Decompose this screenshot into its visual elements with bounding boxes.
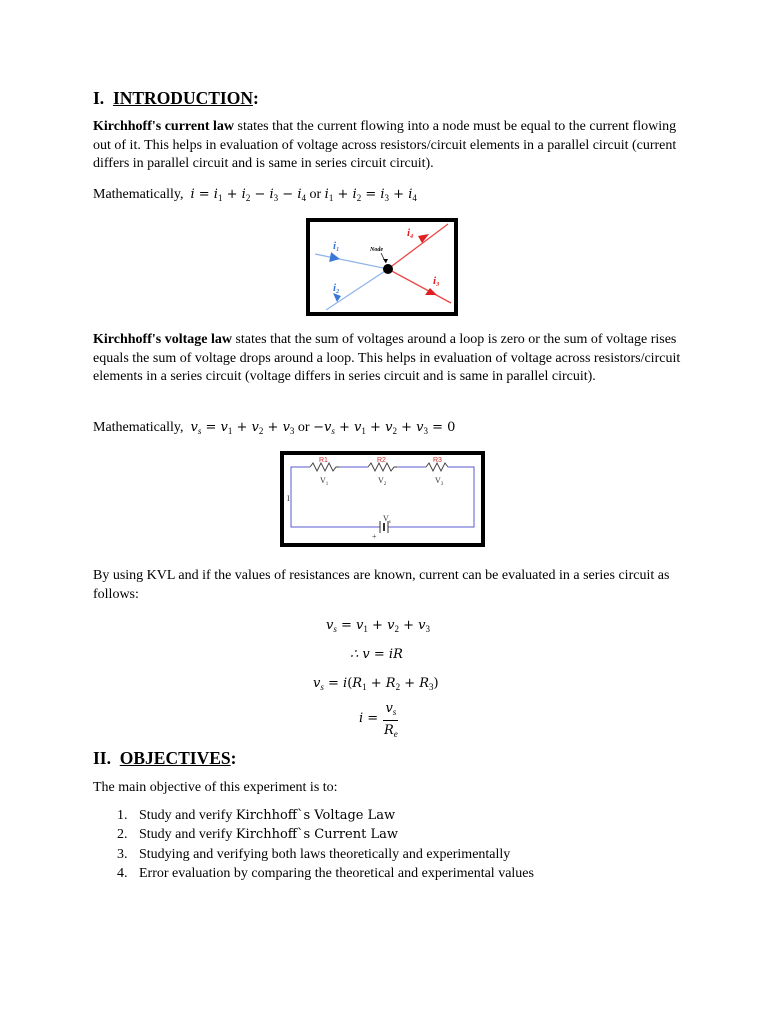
kcl-text: states that the current flowing into a node must be equal to the current flowing out of it. This helps in evaluation of voltage across resistors/circuit elements in a parallel circuit (current differs in parallel circuit and is same in series circuit circuit). [93,119,677,171]
section-heading-introduction: I. INTRODUCTION: [93,88,259,108]
label-i4: i4 [407,227,414,240]
label-vs: $V_s$ [383,514,391,525]
kcl-paragraph [93,118,683,174]
label-current: I [287,494,290,503]
label-v3: $V_3$ [435,476,444,487]
node-label: Node [370,247,383,253]
list-item: 1. Study and verify Kirchhoff`s Voltage Law [117,808,396,823]
section-heading-objectives: II. OBJECTIVES: [93,748,237,768]
kvl-text: states that the sum of voltages around a loop is zero or the sum of voltage rises equals the sum of voltage drops around a loop. This helps in evaluation of voltage across resistors/circuit elements in a series circuit (voltage differs in series circuit and is same in parallel circuit). [93,332,681,384]
list-item: 3. Studying and verifying both laws theoretically and experimentally [117,846,511,862]
kcl-equation: Mathematically, $i = i_1 + i_2 - i_3 - i_4$ or $i_1 + i_2 = i_3 + i_4$ [93,187,417,203]
derivation-eq-2: ∴ v = iR [350,647,403,662]
kvl-term: Kirchhoff's voltage law [93,332,232,347]
label-plus: + [372,532,377,541]
kvl-usage-paragraph: By using KVL and if the values of resistances are known, current can be evaluated in a series circuit as follows: [93,568,670,602]
derivation-eq-4: i = $\frac{v_s}{R_e}$ [359,701,398,739]
kvl-equation: Mathematically, $v_s = v_1 + v_2 + v_3$ or $-v_s + v_1 + v_2 + v_3 = 0$ [93,420,456,436]
list-item: 2. Study and verify Kirchhoff`s Current Law [117,827,398,843]
derivation-eq-1: $v_s = v_1 + v_2 + v_3$ [326,618,430,634]
kvl-paragraph [93,331,683,387]
kvl-series-circuit-figure [280,451,486,549]
kcl-term: Kirchhoff's current law [93,119,235,134]
derivation-eq-3: $v_s = i(R_1 + R_2 + R_3)$ [313,676,439,692]
label-r3: R3 [433,457,442,464]
objectives-intro: The main objective of this experiment is to: [93,780,338,795]
kcl-node-figure [306,218,458,316]
heading-text: INTRODUCTION [112,88,253,108]
objectives-list [93,806,693,883]
label-i3: i3 [433,275,440,288]
label-r2: R2 [377,457,386,464]
list-item: 4. Error evaluation by comparing the theoretical and experimental values [117,865,534,881]
node-dot [383,264,393,274]
label-v2: $V_2$ [378,476,387,487]
heading-text: OBJECTIVES [119,748,231,768]
label-v1: $V_1$ [320,476,329,487]
label-i2: i2 [333,282,340,295]
label-i1: i1 [333,240,340,253]
label-r1: R1 [319,457,328,464]
